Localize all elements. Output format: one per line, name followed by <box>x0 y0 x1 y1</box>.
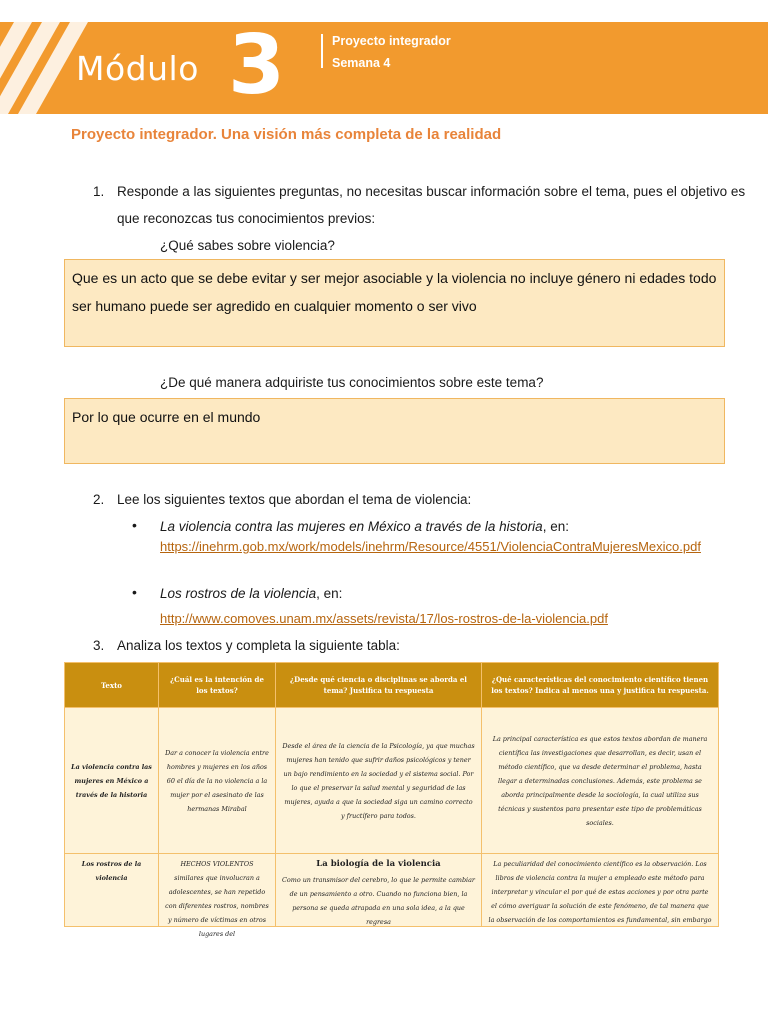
row2-caracteristicas-text: La peculiaridad del conocimiento científico es la observación. Los libros de violencia contra la mujer a empleado este método para interpretar y vincular el por qué de estas acciones y por otra parte el cómo averiguar la solución de este fenómeno, de tal manera que la observación de los comportamientos es fundamental, sin embargo <box>488 860 712 924</box>
row2-ciencia[interactable] <box>276 854 482 927</box>
row2-intencion[interactable] <box>159 854 276 938</box>
page-title: Proyecto integrador. Una visión más completa de la realidad <box>71 126 502 143</box>
answer-2-text: Por lo que ocurre en el mundo <box>72 409 261 425</box>
header-texto: Texto <box>65 663 159 708</box>
q2-text: Lee los siguientes textos que abordan el tema de violencia: <box>117 492 472 507</box>
module-number: 3 <box>228 18 286 113</box>
banner-divider <box>321 34 323 68</box>
row2-texto-text: Los rostros de la violencia <box>81 860 142 882</box>
reading-1-title: La violencia contra las mujeres en México a través de la historia <box>160 519 543 534</box>
reading-1-link[interactable]: https://inehrm.gob.mx/work/models/inehrm/Resource/4551/ViolenciaContraMujeresMexico.pdf <box>160 539 701 554</box>
q1-subquestion-1: ¿Qué sabes sobre violencia? <box>160 238 335 253</box>
answer-1-line2: ser humano puede ser agredido en cualquier momento o ser vivo <box>72 298 477 314</box>
reading-2-link[interactable]: http://www.comoves.unam.mx/assets/revista/17/los-rostros-de-la-violencia.pdf <box>160 611 608 626</box>
row2-ciencia-title: La biología de la violencia <box>316 859 441 869</box>
answer-1-line1: Que es un acto que se debe evitar y ser mejor asociable y la violencia no incluye género ni edades todo <box>72 270 717 286</box>
module-label: Módulo <box>76 49 199 88</box>
q1-text-line2: que reconozcas tus conocimientos previos: <box>117 211 376 226</box>
bullet-1: • <box>132 517 137 533</box>
row2-ciencia-text: Como un transmisor del cerebro, lo que le permite cambiar de un pensamiento a otro. Cuando no funciona bien, la persona se queda atrapada en una sola idea, a la que regresa <box>282 876 475 926</box>
row2-texto[interactable] <box>65 854 159 927</box>
q1-text-line1: Responde a las siguientes preguntas, no necesitas buscar información sobre el tema, pues el objetivo es <box>117 184 746 199</box>
table-row <box>65 708 719 854</box>
table-row <box>65 854 719 927</box>
reading-2 <box>160 585 342 603</box>
answer-box-2[interactable] <box>64 398 725 464</box>
q1-subquestion-2: ¿De qué manera adquiriste tus conocimientos sobre este tema? <box>160 375 544 390</box>
row2-caracteristicas[interactable] <box>482 854 719 927</box>
row1-texto[interactable]: La violencia contra las mujeres en México a través de la historia <box>65 708 159 854</box>
row1-intencion[interactable]: Dar a conocer la violencia entre hombres y mujeres en los años 60 el día de la no violencia a la mujer por el asesinato de las hermanas Mirabal <box>159 708 276 854</box>
header-ciencia: ¿Desde qué ciencia o disciplinas se aborda el tema? Justifica tu respuesta <box>276 663 482 708</box>
q2-number: 2. <box>93 492 105 507</box>
header-caracteristicas: ¿Qué características del conocimiento científico tienen los textos? Indica al menos una y justifica tu respuesta. <box>482 663 719 708</box>
answer-box-1[interactable] <box>64 259 725 347</box>
reading-1-suffix: , en: <box>542 519 569 534</box>
q1-number: 1. <box>93 184 105 199</box>
row2-ciencia-box <box>282 857 475 926</box>
project-label: Proyecto integrador <box>332 34 451 48</box>
q3-text: Analiza los textos y completa la siguiente tabla: <box>117 638 400 653</box>
bullet-2: • <box>132 584 137 600</box>
table-header-row <box>65 663 719 708</box>
header-intencion: ¿Cuál es la intención de los textos? <box>159 663 276 708</box>
reading-1 <box>160 518 569 536</box>
row2-intencion-text: HECHOS VIOLENTOS similares que involucran a adolescentes, se han repetido con diferentes rostros, nombres y número de víctimas en otros lugares del <box>165 860 269 938</box>
reading-2-title: Los rostros de la violencia <box>160 586 317 601</box>
row1-caracteristicas[interactable]: La principal característica es que estos textos abordan de manera científica las investigaciones que desarrollan, es decir, usan el método científico, que va desde determinar el problema, hasta llegar a determinadas conclusiones. Además, este problema se aborda principalmente desde la sociología, la cual utiliza sus técnicas y sustentos para presentar este tipo de problemáticas sociales. <box>482 708 719 854</box>
reading-2-suffix: , en: <box>316 586 343 601</box>
row1-ciencia[interactable]: Desde el área de la ciencia de la Psicología, ya que muchas mujeres han tenido que sufrir daños psicológicos y tener un bajo rendimiento en la sociedad y el sistema social. Por lo que el preservar la salud mental y seguridad de las mujeres, ayuda a que la sociedad siga un camino correcto y fructífero para todos. <box>276 708 482 854</box>
analysis-table <box>64 662 719 938</box>
q3-number: 3. <box>93 638 105 653</box>
week-label: Semana 4 <box>332 56 391 70</box>
module-banner <box>0 18 768 114</box>
